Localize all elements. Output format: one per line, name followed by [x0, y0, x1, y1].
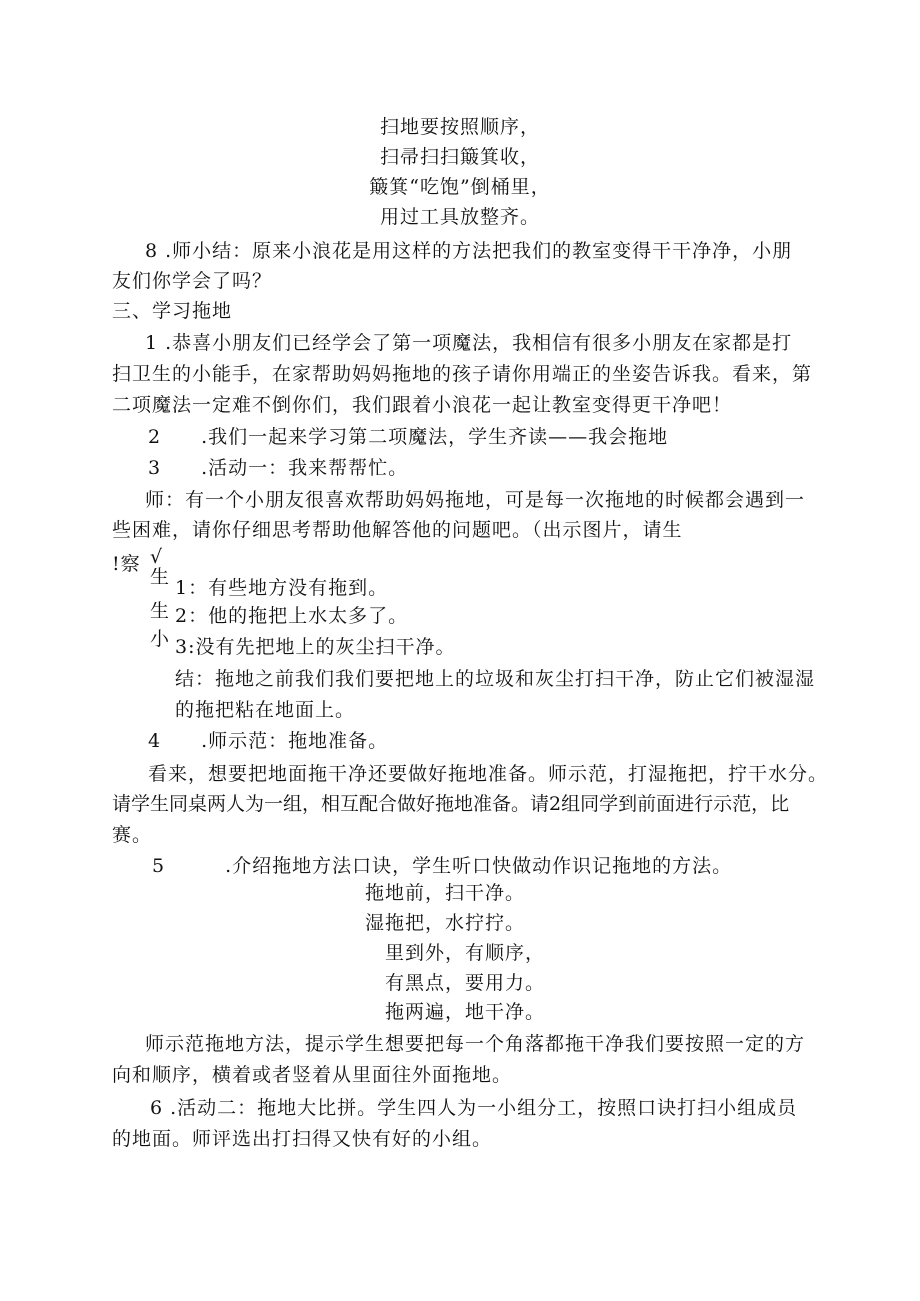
rhyme-line: 拖地前，扫干净。	[365, 882, 526, 904]
check-mark: √	[150, 546, 163, 568]
rhyme-line: 有黑点，要用力。	[385, 972, 546, 994]
observe-fragment: !察	[112, 553, 141, 575]
answer-line: 3:没有先把地上的灰尘扫干净。	[175, 636, 456, 658]
rhyme-line: 拖两遍，地干净。	[385, 1001, 546, 1023]
paragraph-line: 8 .师小结：原来小浪花是用这样的方法把我们的教室变得干干净净，小朋	[145, 240, 793, 262]
vertical-char: 生	[150, 566, 170, 588]
paragraph-line: 师示范拖地方法，提示学生想要把每一个角落都拖干净我们要按照一定的方	[145, 1033, 806, 1055]
paragraph-line: 1 .恭喜小朋友们已经学会了第一项魔法，我相信有很多小朋友在家都是打	[145, 332, 793, 354]
rhyme-line: 扫帚扫扫簸箕收，	[379, 146, 540, 168]
rhyme-line: 湿拖把，水拧拧。	[365, 912, 526, 934]
paragraph-line: 请学生同桌两人为一组，相互配合做好拖地准备。请2组同学到前面进行示范，比	[112, 793, 790, 815]
paragraph-line: 3 .活动一：我来帮帮忙。	[148, 457, 409, 479]
paragraph-line: 2 .我们一起来学习第二项魔法，学生齐读——我会拖地	[148, 426, 669, 448]
paragraph-line: 看来，想要把地面拖干净还要做好拖地准备。师示范，打湿拖把，拧干水分。	[148, 763, 829, 785]
answer-line: 1：有些地方没有拖到。	[175, 577, 389, 599]
rhyme-line: 扫地要按照顺序，	[379, 116, 540, 138]
vertical-char: 生	[150, 600, 170, 622]
paragraph-line: 6 .活动二：拖地大比拼。学生四人为一小组分工，按照口诀打扫小组成员	[150, 1097, 798, 1119]
rhyme-line: 用过工具放整齐。	[379, 206, 540, 228]
paragraph-line: 扫卫生的小能手，在家帮助妈妈拖地的孩子请你用端正的坐姿告诉我。看来，第	[112, 363, 813, 385]
vertical-char: 小	[150, 628, 170, 650]
paragraph-line: 的拖把粘在地面上。	[175, 699, 356, 721]
answer-line: 2：他的拖把上水太多了。	[175, 605, 409, 627]
paragraph-line: 友们你学会了吗？	[112, 270, 273, 292]
paragraph-line: 5 .介绍拖地方法口诀，学生听口快做动作识记拖地的方法。	[152, 855, 733, 877]
section-heading: 三、学习拖地	[112, 300, 233, 322]
paragraph-line: 结：拖地之前我们我们要把地上的垃圾和灰尘打扫干净，防止它们被湿湿	[175, 668, 816, 690]
paragraph-line: 4 .师示范：拖地准备。	[148, 730, 389, 752]
paragraph-line: 师：有一个小朋友很喜欢帮助妈妈拖地，可是每一次拖地的时候都会遇到一	[145, 489, 806, 511]
rhyme-line: 簸箕“吃饱”倒桶里，	[369, 176, 551, 198]
rhyme-line: 里到外，有顺序，	[385, 942, 546, 964]
paragraph-line: 些困难，请你仔细思考帮助他解答他的问题吧。（出示图片，请生	[112, 519, 683, 541]
paragraph-line: 向和顺序，横着或者竖着从里面往外面拖地。	[112, 1064, 513, 1086]
paragraph-line: 赛。	[112, 824, 153, 846]
paragraph-line: 二项魔法一定难不倒你们，我们跟着小浪花一起让教室变得更干净吧！	[112, 394, 733, 416]
paragraph-line: 的地面。师评选出打扫得又快有好的小组。	[112, 1128, 493, 1150]
